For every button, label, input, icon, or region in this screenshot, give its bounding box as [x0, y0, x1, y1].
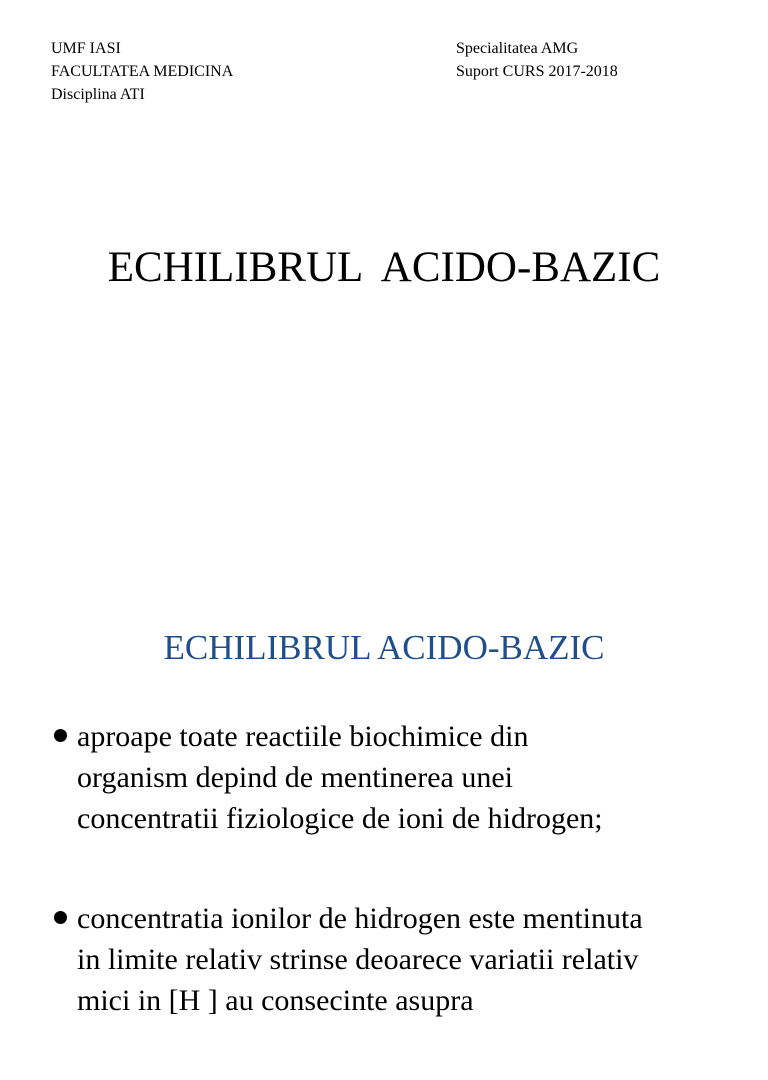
bullet-line: aproape toate reactiile biochimice din [77, 720, 529, 753]
header-left-institution [51, 37, 233, 106]
bullet-line: concentratii fiziologice de ioni de hidrogen; [77, 802, 603, 835]
bullet-item [52, 716, 752, 839]
bullet-line: mici in [H ] au consecinte asupra [77, 984, 474, 1017]
header-university: UMF IASI [51, 40, 121, 57]
header-right-course [456, 37, 618, 83]
bullet-line: organism depind de mentinerea unei [77, 761, 513, 794]
bullet-dot-icon [54, 911, 67, 924]
bullet-line: concentratia ionilor de hidrogen este mentinuta [77, 902, 643, 935]
header-course-year: Suport CURS 2017-2018 [456, 63, 618, 80]
section-heading: ECHILIBRUL ACIDO-BAZIC [163, 628, 605, 667]
header-faculty: FACULTATEA MEDICINA [51, 63, 234, 80]
bullet-line: in limite relativ strinse deoarece variatii relativ [77, 943, 639, 976]
page-title: ECHILIBRUL ACIDO-BAZIC [107, 244, 661, 291]
header-specialty: Specialitatea AMG [456, 40, 579, 57]
header-discipline: Disciplina ATI [51, 86, 145, 103]
bullet-list [52, 716, 752, 1080]
bullet-dot-icon [54, 729, 67, 742]
bullet-item [52, 898, 752, 1021]
